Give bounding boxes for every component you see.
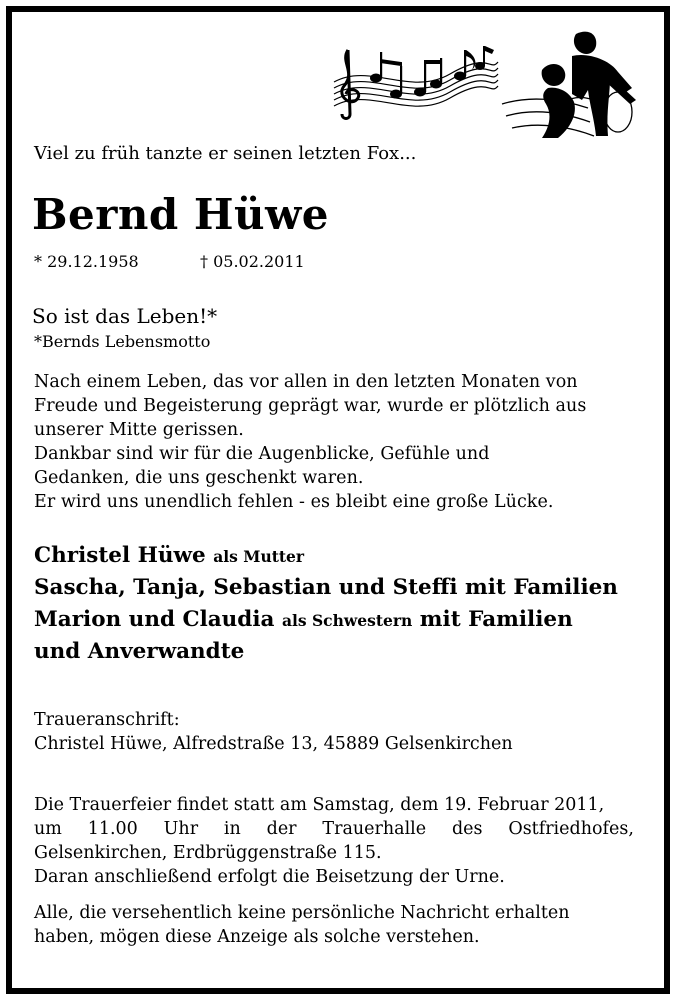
ceremony-word: um: [34, 819, 62, 839]
ceremony-word: Ostfriedhofes,: [508, 819, 634, 839]
ceremony-word: Uhr: [163, 819, 199, 839]
address-value: Christel Hüwe, Alfredstraße 13, 45889 Gelsenkirchen: [34, 734, 513, 754]
ceremony-line-justified: [34, 819, 634, 839]
mourner-sisters: [34, 607, 573, 632]
motto-footnote: *Bernds Lebensmotto: [34, 332, 211, 351]
tribute-line: Nach einem Leben, das vor allen in den letzten Monaten von: [34, 372, 578, 392]
mourner-siblings: Sascha, Tanja, Sebastian und Steffi mit Familien: [34, 575, 618, 600]
closing-line: haben, mögen diese Anzeige als solche verstehen.: [34, 927, 480, 947]
mourner-mother-role: als Mutter: [213, 547, 305, 566]
address-label: Traueranschrift:: [34, 710, 180, 730]
mourner-mother-name: Christel Hüwe: [34, 543, 206, 568]
music-notes-illustration: [330, 42, 500, 122]
death-date: † 05.02.2011: [200, 252, 305, 271]
birth-date: * 29.12.1958: [34, 252, 139, 271]
tribute-line: Dankbar sind wir für die Augenblicke, Gefühle und: [34, 444, 490, 464]
mourner-mother: [34, 543, 304, 568]
mourner-sisters-tail: mit Familien: [419, 607, 573, 632]
dancers-illustration: [498, 26, 648, 146]
ceremony-word: Trauerhalle: [322, 819, 427, 839]
ceremony-word: in: [223, 819, 241, 839]
ceremony-word: der: [266, 819, 297, 839]
mourner-sisters-names: Marion und Claudia: [34, 607, 275, 632]
tribute-line: Gedanken, die uns geschenkt waren.: [34, 468, 364, 488]
deceased-name: Bernd Hüwe: [32, 190, 329, 239]
tribute-line: unserer Mitte gerissen.: [34, 420, 244, 440]
ceremony-line: Gelsenkirchen, Erdbrüggenstraße 115.: [34, 843, 382, 863]
tribute-line: Freude und Begeisterung geprägt war, wurde er plötzlich aus: [34, 396, 587, 416]
ceremony-line: Die Trauerfeier findet statt am Samstag, dem 19. Februar 2011,: [34, 795, 605, 815]
intro-line: Viel zu früh tanzte er seinen letzten Fox...: [34, 143, 417, 164]
tribute-line: Er wird uns unendlich fehlen - es bleibt eine große Lücke.: [34, 492, 554, 512]
life-motto: So ist das Leben!*: [32, 304, 218, 328]
mourner-relatives: und Anverwandte: [34, 639, 245, 664]
ceremony-word: des: [451, 819, 483, 839]
ceremony-line: Daran anschließend erfolgt die Beisetzung der Urne.: [34, 867, 505, 887]
mourner-sisters-role: als Schwestern: [281, 611, 413, 630]
closing-line: Alle, die versehentlich keine persönliche Nachricht erhalten: [34, 903, 570, 923]
ceremony-word: 11.00: [87, 819, 138, 839]
